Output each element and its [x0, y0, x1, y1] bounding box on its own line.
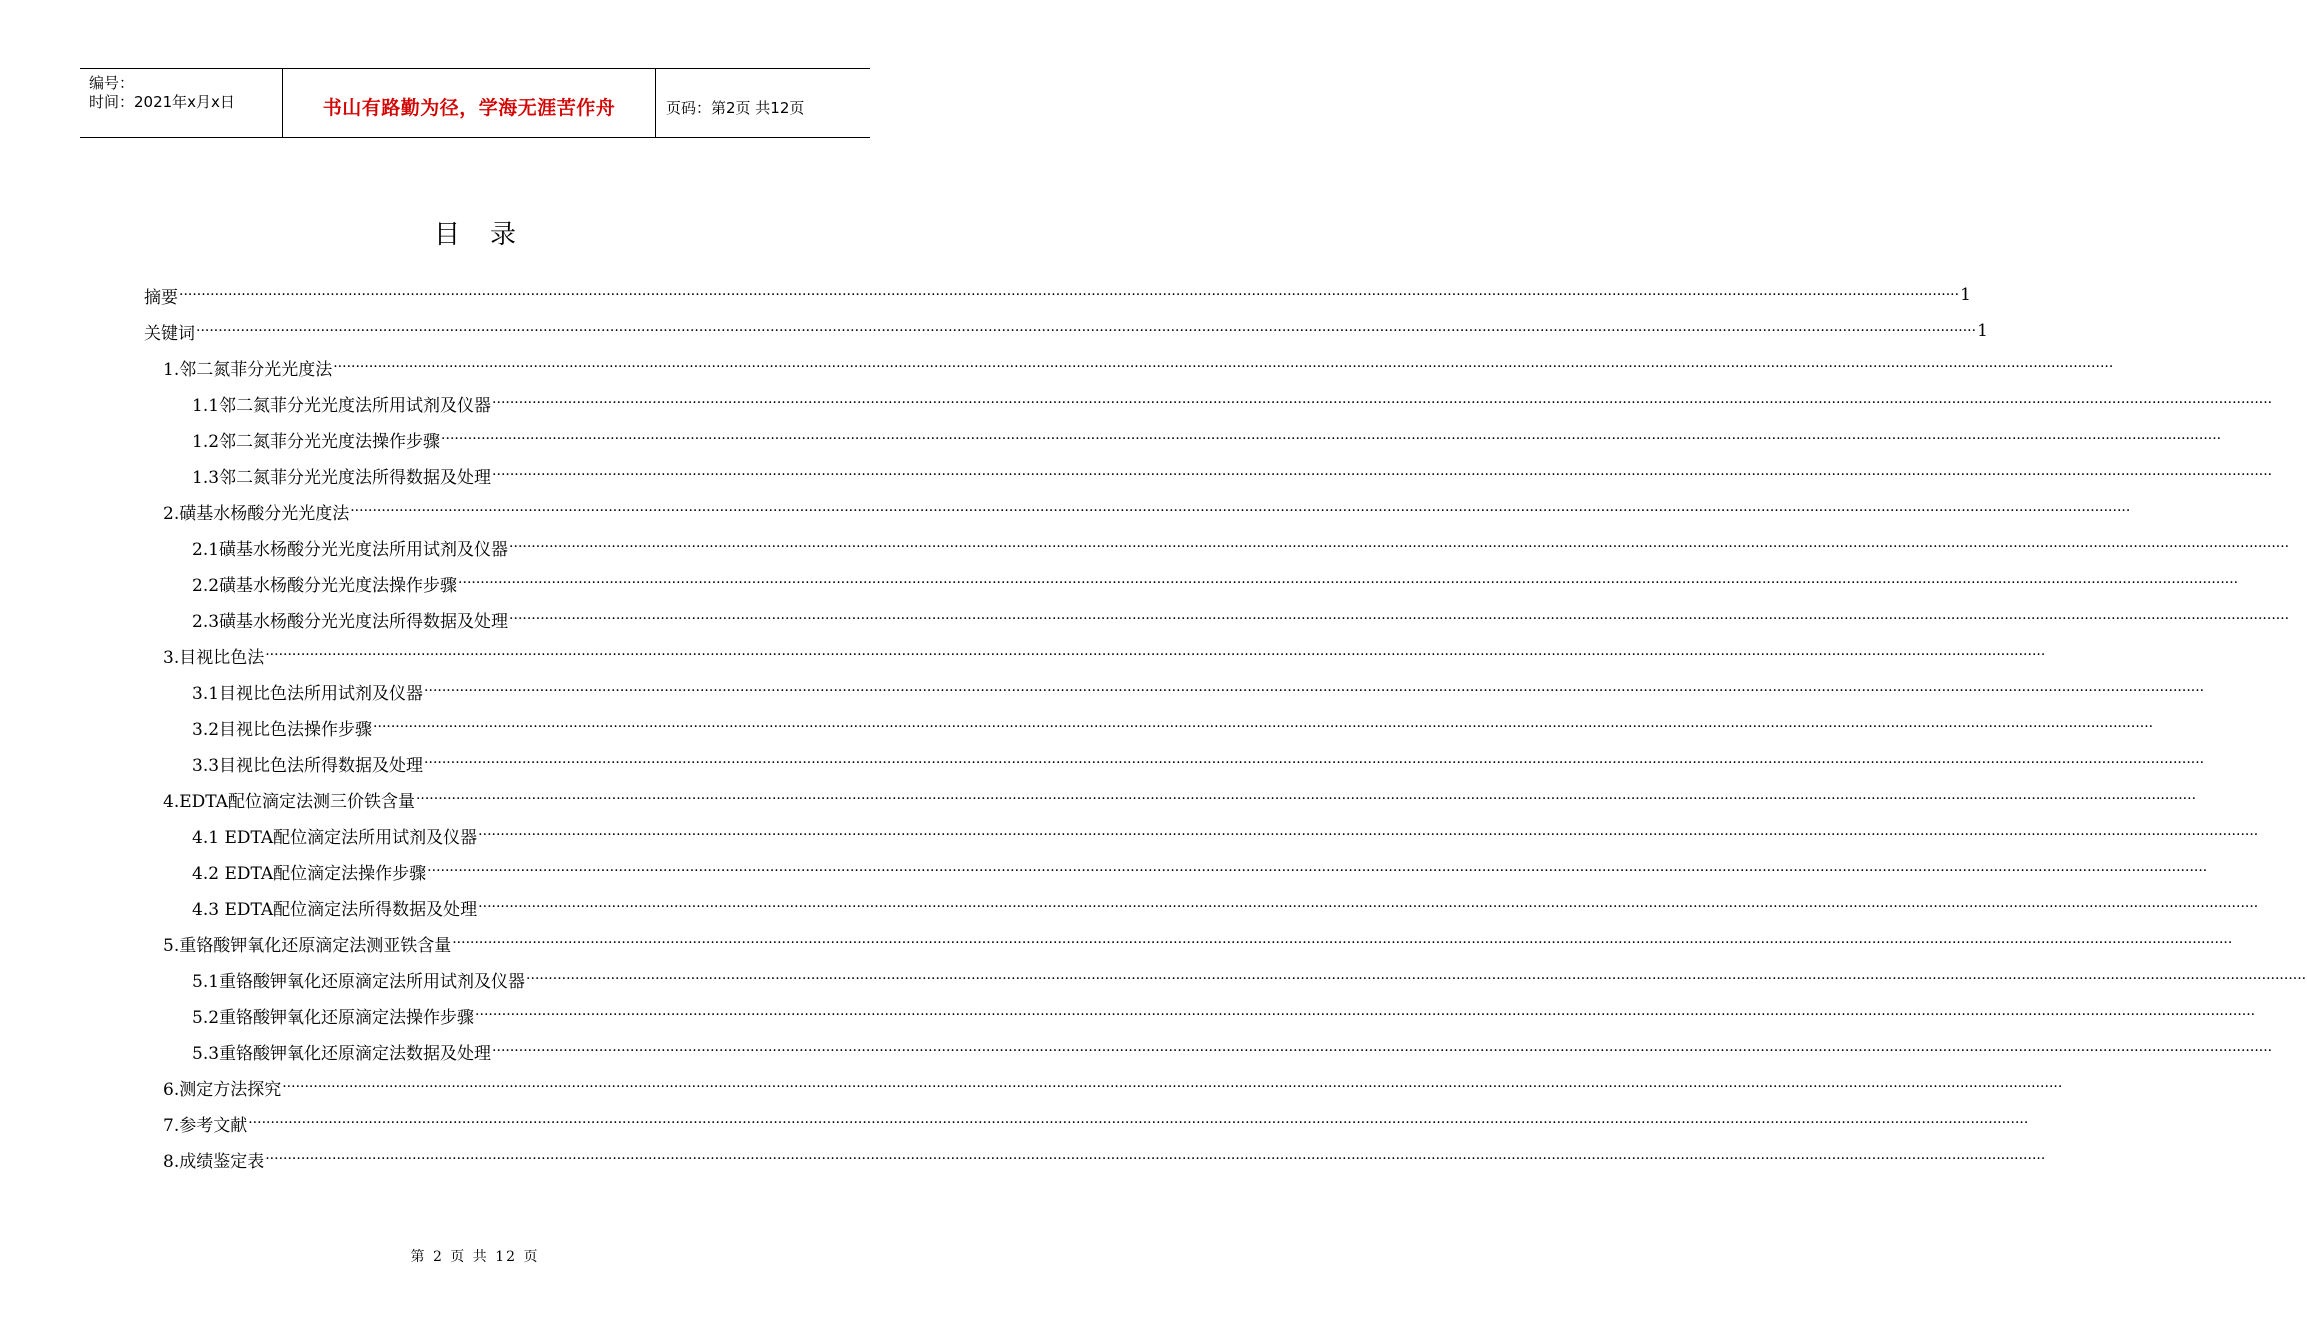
toc-entry-label: 8.成绩鉴定表 — [163, 1151, 265, 1172]
toc-entry — [163, 1144, 2046, 1174]
toc-leader-dots: ················································································································································································································································································································································································································ — [265, 1151, 2046, 1167]
toc-leader-dots: ················································································································································································································································································································································································································ — [415, 791, 2197, 807]
toc-entry-label: 2.2磺基水杨酸分光光度法操作步骤 — [192, 575, 458, 596]
header-number-label: 编号： — [89, 74, 135, 92]
toc-leader-dots: ················································································································································································································································································································································································································ — [478, 827, 2259, 843]
toc-entry-label: 3.3目视比色法所得数据及处理 — [192, 755, 424, 776]
toc-leader-dots: ················································································································································································································································································································································································································ — [282, 1079, 2063, 1095]
toc-leader-dots: ················································································································································································································································································································································································································ — [333, 359, 2114, 375]
toc-leader-dots: ················································································································································································································································································································································································································ — [492, 395, 2273, 411]
toc-entry — [144, 280, 1971, 310]
toc-leader-dots: ················································································································································································································································································································································································································ — [196, 323, 1977, 339]
toc-leader-dots: ················································································································································································································································································································································································································ — [492, 1043, 2273, 1059]
toc-entry-label: 2.磺基水杨酸分光光度法 — [163, 503, 350, 524]
toc-leader-dots: ················································································································································································································································································································································································································ — [492, 467, 2273, 483]
toc-entry — [192, 1036, 2273, 1066]
toc-entry-label: 1.3邻二氮菲分光光度法所得数据及处理 — [192, 467, 492, 488]
header-motto-cell — [283, 69, 656, 137]
toc-leader-dots: ················································································································································································································································································································································································································ — [478, 899, 2259, 915]
toc-entry-label: 2.1磺基水杨酸分光光度法所用试剂及仪器 — [192, 539, 509, 560]
header-time-label: 时间：2021年x月x日 — [89, 93, 235, 111]
toc-entry-label: 3.1目视比色法所用试剂及仪器 — [192, 683, 424, 704]
toc-leader-dots: ················································································································································································································································································································································································································ — [179, 287, 1960, 303]
toc-entry-label: 5.2重铬酸钾氧化还原滴定法操作步骤 — [192, 1007, 475, 1028]
toc-entry-label: 摘要 — [144, 287, 178, 308]
toc-entry — [192, 532, 2290, 562]
toc-entry — [192, 856, 2208, 886]
toc-entry — [163, 928, 2233, 958]
toc-entry — [192, 1000, 2256, 1030]
toc-entry — [192, 676, 2205, 706]
toc-entry — [163, 1108, 2029, 1138]
toc-entry-label: 1.邻二氮菲分光光度法 — [163, 359, 333, 380]
toc-leader-dots: ················································································································································································································································································································································································································ — [350, 503, 2131, 519]
toc-entry-label: 1.1邻二氮菲分光光度法所用试剂及仪器 — [192, 395, 492, 416]
toc-leader-dots: ················································································································································································································································································································································································································ — [452, 935, 2233, 951]
toc-entry — [192, 568, 2239, 598]
toc-entry-label: 5.重铬酸钾氧化还原滴定法测亚铁含量 — [163, 935, 452, 956]
toc-entry — [192, 604, 2290, 634]
toc-entry-label: 6.测定方法探究 — [163, 1079, 282, 1100]
toc-entry — [192, 388, 2273, 418]
toc-entry — [192, 964, 2307, 994]
toc-leader-dots: ················································································································································································································································································································································································································ — [509, 611, 2290, 627]
page-header — [80, 68, 870, 138]
toc-entry — [144, 316, 1988, 346]
toc-leader-dots: ················································································································································································································································································································································································································ — [265, 647, 2046, 663]
toc-entry — [192, 820, 2259, 850]
toc-entry-label: 3.目视比色法 — [163, 647, 265, 668]
toc-entry-page: 1 — [1977, 321, 1988, 341]
toc-entry — [163, 640, 2046, 670]
toc-leader-dots: ················································································································································································································································································································································································································ — [424, 755, 2205, 771]
toc-entry — [163, 1072, 2063, 1102]
toc-leader-dots: ················································································································································································································································································································································································································ — [248, 1115, 2029, 1131]
toc-leader-dots: ················································································································································································································································································································································································································ — [509, 539, 2290, 555]
toc-entry-label: 4.3 EDTA配位滴定法所得数据及处理 — [192, 899, 478, 920]
toc-leader-dots: ················································································································································································································································································································································································································ — [427, 863, 2208, 879]
toc-entry-label: 1.2邻二氮菲分光光度法操作步骤 — [192, 431, 441, 452]
header-page-info: 页码：第2页 共12页 — [666, 98, 805, 117]
toc-entry — [192, 892, 2259, 922]
toc-entry-label: 5.1重铬酸钾氧化还原滴定法所用试剂及仪器 — [192, 971, 526, 992]
toc-leader-dots: ················································································································································································································································································································································································································ — [458, 575, 2239, 591]
toc-entry-label: 关键词 — [144, 323, 195, 344]
toc-leader-dots: ················································································································································································································································································································································································································ — [424, 683, 2205, 699]
toc-entry-label: 5.3重铬酸钾氧化还原滴定法数据及处理 — [192, 1043, 492, 1064]
toc-entry-label: 4.1 EDTA配位滴定法所用试剂及仪器 — [192, 827, 478, 848]
toc-entry — [192, 424, 2222, 454]
toc-leader-dots: ················································································································································································································································································································································································································ — [475, 1007, 2256, 1023]
toc-title: 目录 — [433, 220, 546, 250]
toc-entry — [192, 748, 2205, 778]
toc-leader-dots: ················································································································································································································································································································································································································ — [441, 431, 2222, 447]
header-meta — [80, 69, 283, 137]
toc-entry-label: 4.EDTA配位滴定法测三价铁含量 — [163, 791, 415, 812]
page-footer: 第 2 页 共 12 页 — [410, 1249, 540, 1265]
toc-entry-label: 4.2 EDTA配位滴定法操作步骤 — [192, 863, 427, 884]
toc-entry — [163, 784, 2197, 814]
toc-leader-dots: ················································································································································································································································································································································································································ — [373, 719, 2154, 735]
toc-entry-label: 7.参考文献 — [163, 1115, 248, 1136]
header-motto: 书山有路勤为径，学海无涯苦作舟 — [322, 96, 616, 119]
toc-entry — [192, 712, 2154, 742]
toc-leader-dots: ················································································································································································································································································································································································································ — [526, 971, 2307, 987]
toc-entry-label: 3.2目视比色法操作步骤 — [192, 719, 373, 740]
toc-entry-page: 1 — [1960, 285, 1971, 305]
toc-entry — [163, 496, 2131, 526]
toc-entry-label: 2.3磺基水杨酸分光光度法所得数据及处理 — [192, 611, 509, 632]
toc-entry — [192, 460, 2273, 490]
toc-entry — [163, 352, 2114, 382]
